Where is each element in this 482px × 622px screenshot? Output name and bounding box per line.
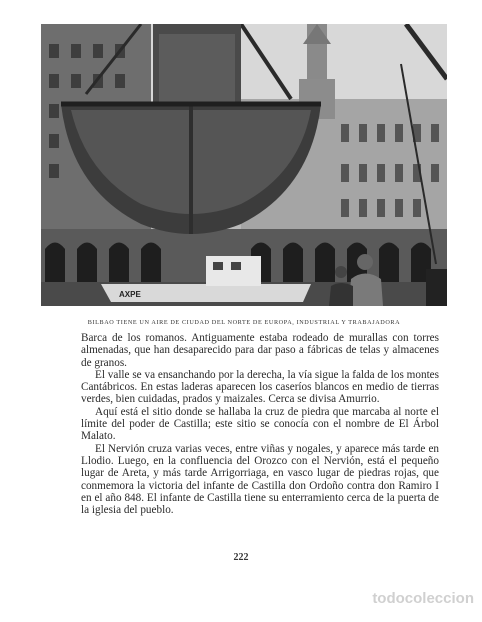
photo-bilbao-crane-bucket xyxy=(41,24,447,306)
photo-caption: BILBAO TIENE UN AIRE DE CIUDAD DEL NORTE DE EUROPA, INDUSTRIAL Y TRABAJADORA xyxy=(87,319,401,326)
page-number: 222 xyxy=(233,552,249,563)
paragraph: Barca de los romanos. Antiguamente estaba rodeado de murallas con torres almenadas, que han desaparecido para dar paso a fábricas de telas y almacenes de granos. xyxy=(81,332,439,369)
watermark-logo: todocoleccion xyxy=(372,590,474,607)
boat-name-label: AXPE xyxy=(119,290,141,299)
paragraph: El valle se va ensanchando por la derecha, la vía sigue la falda de los montes Cantábricos. En estas laderas aparecen los caseríos blancos en medio de tierras verdes, bien cuidadas, prados y maizales. Cerca se divisa Amurrio. xyxy=(81,368,439,406)
paragraph: El Nervión cruza varias veces, entre viñas y nogales, y aparece más tarde en Llodio. Luego, en la confluencia del Orozco con el Nervión, está el pequeño lugar de Areta, y más tarde Arrigorriaga, en vasco lugar de piedras rojas, que conmemora la victoria del infante de Castilla don Ordoño contra don Ramiro I en el año 848. El infante de Castilla tiene su enterramiento cerca de la puerta de la iglesia del pueblo. xyxy=(81,442,439,517)
body-text xyxy=(81,332,439,516)
photo-illustration xyxy=(41,24,447,306)
paragraph: Aquí está el sitio donde se hallaba la cruz de piedra que marcaba al norte el límite del poder de Castilla; este sitio se conocía con el nombre de El Árbol Malato. xyxy=(81,405,439,443)
